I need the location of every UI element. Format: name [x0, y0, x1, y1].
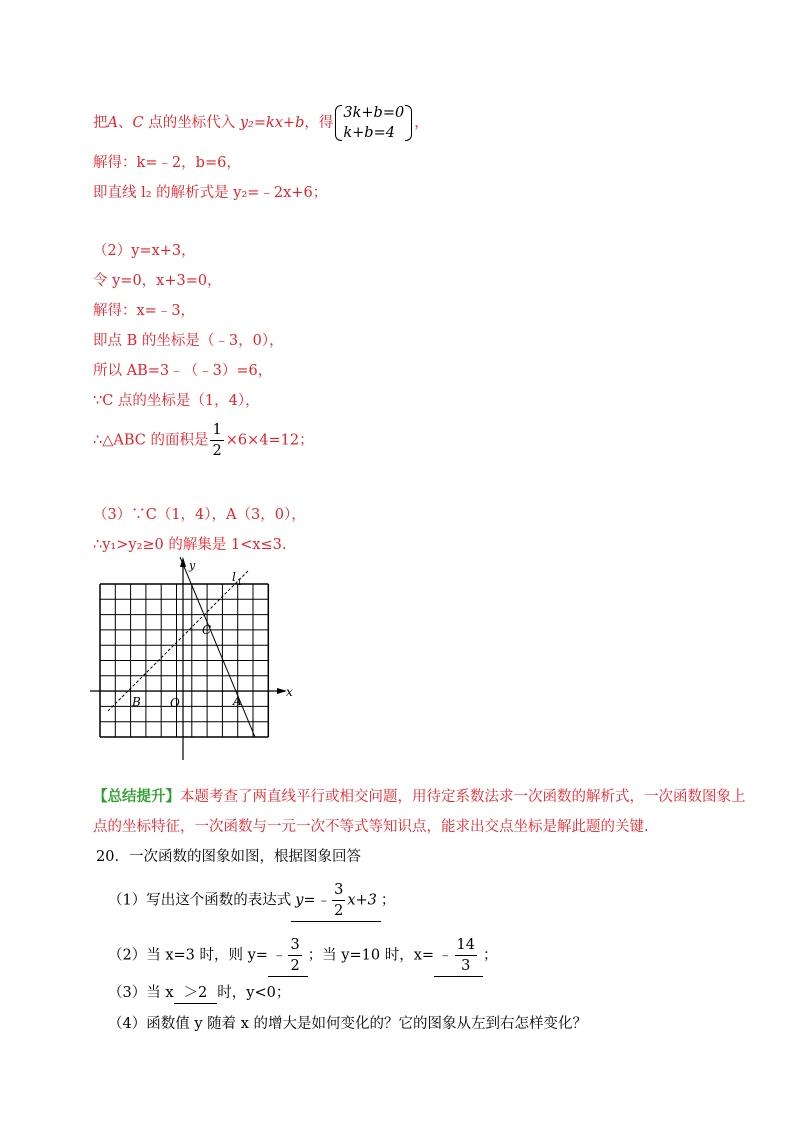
text-ba: 把: [93, 115, 108, 131]
text-de: ，得: [304, 115, 334, 131]
area-result: ×6×4=12；: [225, 432, 314, 449]
q1-den: 2: [334, 903, 344, 919]
q20-title: 20．一次函数的图象如图，根据图象回答: [96, 849, 361, 865]
part2-line-6: ∵C 点的坐标是（1，4），: [93, 393, 260, 409]
summary-text-1: 本题考查了两直线平行或相交问题，用待定系数法求一次函数的解析式，一次函数图象上: [180, 789, 746, 805]
coordinate-figure: [90, 555, 310, 765]
q3-text: （3）当 x: [108, 985, 174, 1001]
q2-end: ；: [482, 947, 498, 964]
summary-line-2: 点的坐标特征，一次函数与一元一次不等式等知识点，能求出交点坐标是解此题的关键.: [93, 819, 649, 835]
denominator: 2: [212, 443, 222, 459]
q1-answer-pre: y=﹣: [295, 892, 331, 909]
area-text: ∴△ABC 的面积是: [93, 432, 209, 449]
part2-line-4: 即点 B 的坐标是（﹣3，0），: [93, 333, 284, 349]
part2-line-3: 解得：x=﹣3，: [93, 303, 196, 319]
summary-line-1: [93, 787, 746, 807]
comma: ，: [414, 115, 429, 131]
q2-answer-1: [268, 935, 308, 977]
fraction-half: [210, 420, 223, 461]
text: 点的坐标代入: [143, 115, 240, 131]
q2-num-1: 3: [288, 935, 301, 956]
q2-answer-2: [434, 935, 483, 977]
q1-num: 3: [332, 880, 345, 901]
part2-line-7: [93, 420, 314, 461]
label-a: A: [233, 694, 242, 708]
point-c: C: [132, 115, 144, 131]
part2-line-5: 所以 AB=3﹣（﹣3）=6，: [93, 363, 273, 379]
point-a: A: [107, 115, 118, 131]
q2-sign-1: ﹣: [271, 947, 287, 964]
q1-text: （1）写出这个函数的表达式: [108, 892, 292, 909]
q2-num-2: 14: [455, 935, 477, 956]
label-b: B: [132, 695, 141, 709]
summary-tag: 【总结提升】: [93, 788, 180, 805]
q1-answer: [291, 880, 381, 922]
label-l1: l: [232, 570, 236, 584]
system-row-1: 3k+b=0: [343, 105, 405, 121]
q20-part2: [108, 935, 497, 977]
part3-line-1: （3）∵C（1，4），A（3，0），: [93, 507, 306, 523]
label-y: y: [189, 559, 196, 572]
system-row-2: k+b=4: [343, 125, 395, 141]
equation: y₂=kx+b: [239, 115, 305, 131]
solution-line-2: 解得：k=﹣2，b=6，: [93, 155, 241, 171]
label-x: x: [286, 685, 293, 699]
q20-part4: （4）函数值 y 随着 x 的增大是如何变化的？它的图象从左到右怎样变化？: [108, 1016, 588, 1032]
sep: 、: [117, 115, 133, 131]
q2-den-2: 3: [461, 958, 471, 974]
q3-end: 时，y<0；: [217, 985, 291, 1001]
label-l1-sub: 1: [237, 578, 243, 587]
q2-den-1: 2: [290, 958, 300, 974]
q3-answer: ＞2: [174, 983, 218, 1004]
label-c: C: [202, 623, 212, 637]
part2-line-1: （2）y=x+3，: [93, 243, 196, 259]
q2-fraction-2: [455, 935, 477, 976]
q1-fraction: [332, 880, 345, 921]
equation-system: [333, 103, 414, 143]
q1-answer-post: x+3: [347, 892, 377, 909]
label-o: O: [170, 696, 180, 710]
line-l1: [108, 571, 248, 711]
q2-fraction-1: [288, 935, 301, 976]
part3-line-2: ∴y₁>y₂≥0 的解集是 1<x≤3.: [93, 537, 287, 553]
q2-mid: ；当 y=10 时，x=: [307, 947, 435, 964]
q20-part3: [108, 983, 290, 1004]
q2-text: （2）当 x=3 时，则 y=: [108, 947, 268, 964]
q1-end: ；: [380, 892, 396, 909]
q20-part1: [108, 880, 395, 922]
solution-line-1: [93, 103, 429, 143]
q2-sign-2: ﹣: [438, 947, 453, 964]
numerator: 1: [210, 420, 223, 441]
part2-line-2: 令 y=0，x+3=0，: [93, 273, 222, 289]
solution-line-3: 即直线 l₂ 的解析式是 y₂=﹣2x+6；: [93, 185, 328, 201]
